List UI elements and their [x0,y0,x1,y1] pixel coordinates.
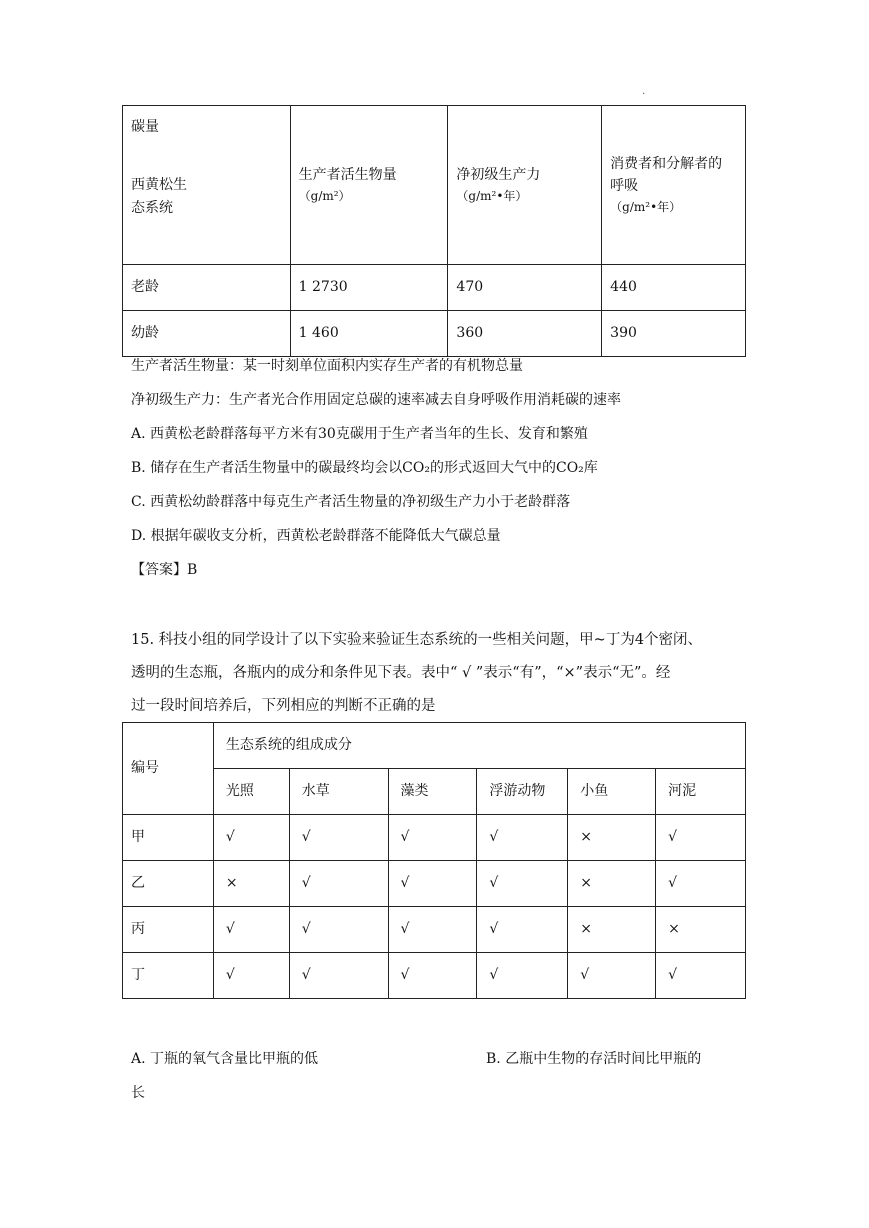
header-npp-label: 净初级生产力 [456,167,541,184]
cell-mark: × [568,815,656,861]
option-b: B. 储存在生产者活生物量中的碳最终均会以CO₂的形式返回大气中的CO₂库 [131,460,598,476]
definition-biomass: 生产者活生物量：某一时刻单位面积内实存生产者的有机物总量 [131,358,523,374]
cell-value: 1 2730 [290,265,448,311]
cell-value: 390 [602,311,746,357]
table-row [123,953,746,999]
header-biomass-unit: （g/m²） [298,188,351,203]
definition-npp: 净初级生产力：生产者光合作用固定总碳的速率减去自身呼吸作用消耗碳的速率 [131,392,621,408]
question-15-line-1: 15. 科技小组的同学设计了以下实验来验证生态系统的一些相关问题，甲~丁为4个密闭、 [131,632,703,648]
option-d: D. 根据年碳收支分析，西黄松老龄群落不能降低大气碳总量 [131,528,501,544]
cell-mark: √ [477,953,568,999]
question-15-line-3: 过一段时间培养后，下列相应的判断不正确的是 [131,698,436,714]
q15-option-a: A. 丁瓶的氧气含量比甲瓶的低 [131,1051,319,1067]
header-light: 光照 [213,769,289,815]
carbon-table [122,105,746,357]
cell-mark: × [568,861,656,907]
table-row [123,815,746,861]
cell-value: 1 460 [290,311,448,357]
cell-mark: × [213,861,289,907]
header-id: 编号 [123,723,214,815]
corner-bottom-label-1: 西黄松生 [131,177,187,194]
cell-mark: √ [213,815,289,861]
header-npp [448,106,602,265]
header-npp-unit: （g/m²•年） [456,188,528,203]
cell-mark: √ [213,953,289,999]
header-respiration-label-2: 呼吸 [610,178,639,195]
table-row [123,265,746,311]
header-respiration-unit: （g/m²•年） [610,199,682,214]
cell-mark: √ [388,953,477,999]
table-row [123,311,746,357]
cell-mark: √ [289,815,388,861]
cell-mark: × [568,907,656,953]
cell-mark: √ [656,861,746,907]
q15-option-b-continued: 长 [131,1085,145,1101]
cell-mark: × [656,907,746,953]
header-respiration [602,106,746,265]
cell-mark: √ [289,861,388,907]
cell-mark: √ [656,953,746,999]
cell-mark: √ [213,907,289,953]
table-row [123,907,746,953]
question-15-line-2: 透明的生态瓶，各瓶内的成分和条件见下表。表中“ √ ”表示“有”，“×”表示“无”。经 [131,665,671,681]
cell-mark: √ [388,907,477,953]
row-name: 丁 [123,953,214,999]
option-a: A. 西黄松老龄群落每平方米有30克碳用于生产者当年的生长、发育和繁殖 [131,426,588,442]
cell-mark: √ [568,953,656,999]
corner-bottom-label-2: 态系统 [131,199,173,216]
option-c: C. 西黄松幼龄群落中每克生产者活生物量的净初级生产力小于老龄群落 [131,494,571,510]
cell-mark: √ [477,815,568,861]
header-mud: 河泥 [656,769,746,815]
cell-mark: √ [477,861,568,907]
cell-mark: √ [289,907,388,953]
cell-value: 470 [448,265,602,311]
row-name: 幼龄 [123,311,291,357]
header-zooplankton: 浮游动物 [477,769,568,815]
page-mark: . [642,86,646,97]
table-row [123,861,746,907]
q15-option-b: B. 乙瓶中生物的存活时间比甲瓶的 [486,1051,702,1067]
cell-value: 440 [602,265,746,311]
answer-line: 【答案】B [131,562,198,578]
cell-mark: √ [477,907,568,953]
corner-top-label: 碳量 [131,119,159,135]
cell-value: 360 [448,311,602,357]
carbon-table-header [123,106,746,265]
ecosystem-table-group-row [123,723,746,769]
header-respiration-label-1: 消费者和分解者的 [610,156,723,173]
cell-mark: √ [656,815,746,861]
ecosystem-table [122,722,746,999]
row-name: 乙 [123,861,214,907]
corner-cell [123,106,291,265]
row-name: 丙 [123,907,214,953]
header-small-fish: 小鱼 [568,769,656,815]
ecosystem-table-header-row [123,769,746,815]
cell-mark: √ [388,861,477,907]
header-biomass [290,106,448,265]
header-components-group: 生态系统的组成成分 [213,723,745,769]
header-waterweed: 水草 [289,769,388,815]
header-algae: 藻类 [388,769,477,815]
cell-mark: √ [289,953,388,999]
cell-mark: √ [388,815,477,861]
header-biomass-label: 生产者活生物量 [298,167,397,184]
row-name: 甲 [123,815,214,861]
row-name: 老龄 [123,265,291,311]
